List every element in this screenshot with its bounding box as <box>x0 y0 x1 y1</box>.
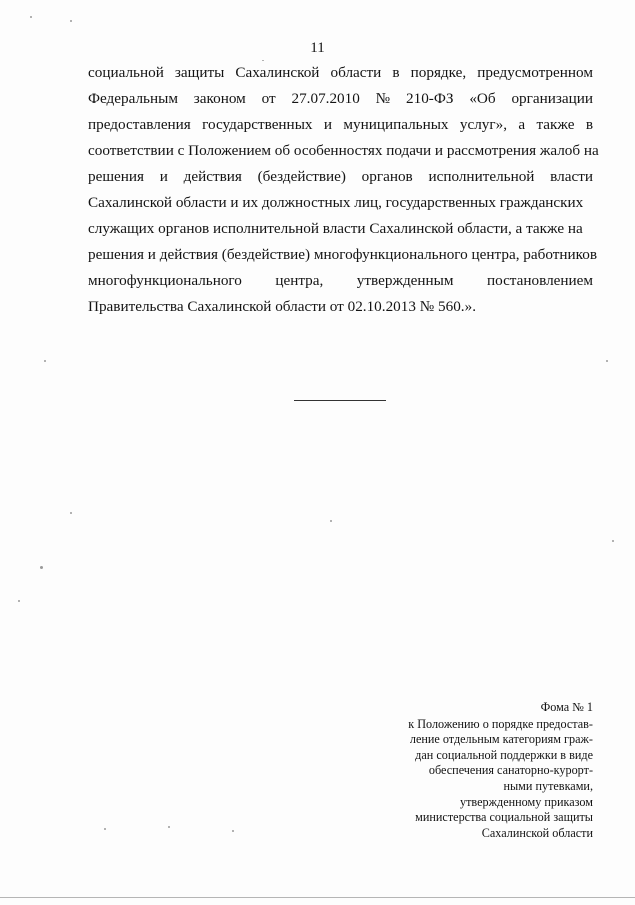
appendix-header <box>353 700 593 841</box>
word: услуг», <box>459 116 508 133</box>
form-label: Фома № 1 <box>540 700 593 714</box>
word: центра, <box>275 272 324 289</box>
word: власти <box>550 168 593 185</box>
section-divider <box>294 400 386 401</box>
scan-speck <box>40 566 43 569</box>
word: (бездействие) <box>257 168 346 185</box>
word: а <box>518 116 526 133</box>
text-line-9 <box>88 268 593 294</box>
appendix-line: утвержденному приказом <box>460 794 593 809</box>
word: 27.07.2010 <box>291 90 360 107</box>
scan-speck <box>70 20 72 22</box>
appendix-line: Сахалинской области <box>481 825 593 840</box>
word: исполнительной <box>428 168 535 185</box>
appendix-line: обеспечения санаторно-курорт- <box>428 763 593 778</box>
word: 210-ФЗ <box>406 90 454 107</box>
word: «Об <box>469 90 496 107</box>
word: предусмотренном <box>477 64 593 81</box>
scan-speck <box>232 830 234 832</box>
word: многофункционального <box>88 272 242 289</box>
text-line-8: решения и действия (бездействие) многофункционального центра, работников <box>88 246 598 263</box>
appendix-line: министерства социальной защиты <box>415 810 593 825</box>
text-line-10: Правительства Сахалинской области от 02.10.2013 № 560.». <box>88 298 476 315</box>
text-line-4: соответствии с Положением об особенностях подачи и рассмотрения жалоб на <box>88 142 599 159</box>
text-line-3 <box>88 112 593 138</box>
scan-speck <box>30 16 32 18</box>
word: также <box>536 116 575 133</box>
appendix-line: дан социальной поддержки в виде <box>415 747 593 762</box>
word: решения <box>88 168 145 185</box>
word: действия <box>183 168 242 185</box>
appendix-line: ными путевками, <box>503 778 593 793</box>
appendix-line: к Положению о порядке предостав- <box>408 716 593 731</box>
scan-speck <box>70 512 72 514</box>
word: от <box>261 90 276 107</box>
word: и <box>159 168 168 185</box>
word: Сахалинской <box>235 64 320 81</box>
word: предоставления <box>88 116 191 133</box>
word: защиты <box>174 64 225 81</box>
word: государственных <box>202 116 313 133</box>
scan-speck <box>262 60 264 61</box>
scan-speck <box>104 828 106 830</box>
word: в <box>392 64 400 81</box>
text-line-2 <box>88 86 593 112</box>
word: социальной <box>88 64 164 81</box>
body-paragraph <box>88 60 599 320</box>
word: области <box>330 64 382 81</box>
scan-speck <box>612 540 614 542</box>
word: постановлением <box>486 272 593 289</box>
word: № <box>375 90 391 107</box>
text-line-5 <box>88 164 593 190</box>
word: законом <box>193 90 246 107</box>
page-number: 11 <box>310 40 325 56</box>
text-line-7: служащих органов исполнительной власти Сахалинской области, а также на <box>88 220 583 237</box>
scan-edge-line <box>0 897 635 898</box>
word: муниципальных <box>343 116 449 133</box>
scan-speck <box>330 520 332 522</box>
text-line-6: Сахалинской области и их должностных лиц, государственных гражданских <box>88 194 584 211</box>
word: утвержденным <box>356 272 454 289</box>
appendix-line: ление отдельным категориям граж- <box>409 732 593 747</box>
word: Федеральным <box>88 90 178 107</box>
scan-speck <box>168 826 170 828</box>
word: организации <box>511 90 593 107</box>
word: и <box>323 116 332 133</box>
word: в <box>585 116 593 133</box>
text-line-1 <box>88 60 593 86</box>
word: органов <box>361 168 413 185</box>
scan-speck <box>606 360 608 362</box>
word: порядке, <box>410 64 467 81</box>
scan-speck <box>44 360 46 362</box>
scan-speck <box>18 600 20 602</box>
